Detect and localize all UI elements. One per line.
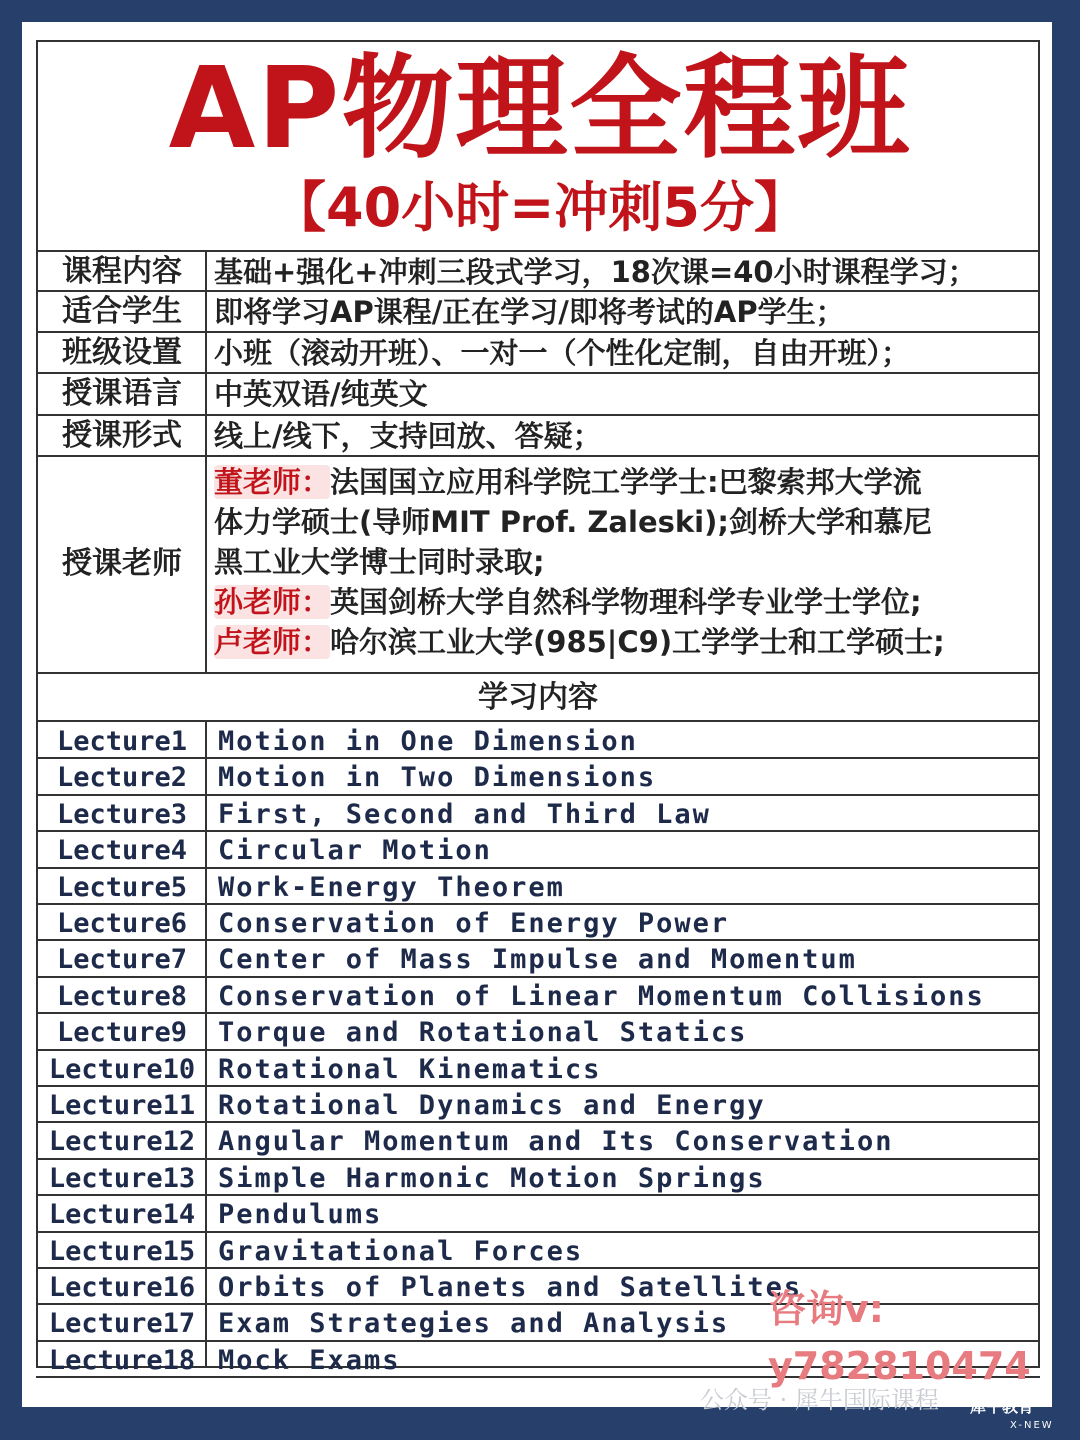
teacher-name: 卢老师：	[214, 625, 331, 659]
lecture-number: Lecture8	[56, 980, 188, 1012]
lecture-title: Pendulums	[218, 1199, 383, 1231]
page-title: AP物理全程班	[168, 44, 912, 174]
column-divider	[205, 720, 207, 1368]
footer-account: 公众号 · 犀牛国际课程	[700, 1386, 939, 1414]
lecture-number: Lecture2	[56, 762, 188, 794]
info-label-format: 授课形式	[62, 418, 182, 453]
lecture-title: Circular Motion	[218, 835, 492, 867]
info-label-language: 授课语言	[62, 376, 182, 411]
teacher-name: 董老师：	[214, 465, 331, 499]
page-subtitle: 【40小时=冲刺5分】	[272, 176, 808, 239]
info-value-format: 线上/线下，支持回放、答疑；	[214, 419, 602, 453]
lecture-number: Lecture17	[48, 1308, 196, 1340]
lecture-number: Lecture4	[56, 835, 188, 867]
lecture-title: Center of Mass Impulse and Momentum	[218, 944, 857, 976]
lecture-title: Mock Exams	[218, 1344, 401, 1376]
teacher-entry	[214, 622, 1034, 662]
lecture-number: Lecture18	[48, 1344, 196, 1376]
teacher-bio-line: 哈尔滨工业大学(985|C9)工学学士和工学硕士;	[330, 625, 945, 659]
lecture-number: Lecture10	[48, 1053, 196, 1085]
teacher-bio-line: 英国剑桥大学自然科学物理科学专业学士学位;	[330, 585, 922, 619]
lecture-number: Lecture14	[48, 1199, 196, 1231]
lecture-number: Lecture16	[48, 1272, 196, 1303]
lecture-number: Lecture12	[48, 1126, 196, 1158]
curriculum-title: 学习内容	[478, 680, 598, 715]
lecture-title: Simple Harmonic Motion Springs	[218, 1162, 766, 1194]
lecture-title: Exam Strategies and Analysis	[218, 1308, 730, 1340]
lecture-number: Lecture15	[48, 1235, 196, 1267]
teacher-entry	[214, 582, 1034, 622]
lecture-title: Conservation of Energy Power	[218, 908, 730, 939]
teachers-label: 授课老师	[62, 546, 182, 581]
divider	[36, 720, 1040, 722]
info-value-class: 小班（滚动开班）、一对一（个性化定制，自由开班）；	[214, 336, 911, 370]
lecture-title: Rotational Dynamics and Energy	[218, 1090, 766, 1121]
lecture-number: Lecture9	[56, 1017, 188, 1049]
lecture-number: Lecture11	[48, 1090, 196, 1121]
lecture-title: Gravitational Forces	[218, 1235, 584, 1267]
teacher-name: 孙老师：	[214, 585, 331, 619]
lecture-number: Lecture7	[56, 944, 188, 976]
teacher-entry	[214, 462, 1034, 502]
lecture-number: Lecture6	[56, 908, 188, 939]
divider	[36, 672, 1040, 674]
teachers-list	[214, 462, 1034, 662]
brand-logo-en: X-NEW	[1010, 1420, 1054, 1431]
info-value-content: 基础+强化+冲刺三段式学习，18次课=40小时课程学习；	[214, 255, 977, 289]
info-value-language: 中英双语/纯英文	[214, 377, 428, 411]
lecture-title: Motion in Two Dimensions	[218, 762, 657, 794]
info-label-class: 班级设置	[62, 335, 182, 370]
contact-id: y782810474	[768, 1344, 1031, 1388]
info-label-content: 课程内容	[62, 254, 182, 289]
teacher-bio-line: 法国国立应用科学院工学学士:巴黎索邦大学流	[330, 465, 922, 499]
contact-label: 咨询v:	[768, 1287, 884, 1331]
lecture-number: Lecture1	[56, 726, 188, 757]
lecture-title: Rotational Kinematics	[218, 1053, 602, 1085]
lecture-title: Angular Momentum and Its Conservation	[218, 1126, 894, 1158]
teacher-bio-line: 体力学硕士(导师MIT Prof. Zaleski);剑桥大学和慕尼	[214, 505, 932, 539]
info-value-students: 即将学习AP课程/正在学习/即将考试的AP学生；	[214, 295, 845, 329]
brand-logo: 犀牛教育	[970, 1397, 1035, 1416]
lecture-title: Work-Energy Theorem	[218, 871, 565, 903]
lecture-title: Torque and Rotational Statics	[218, 1017, 748, 1049]
lecture-number: Lecture13	[48, 1162, 196, 1194]
lecture-title: First, Second and Third Law	[218, 798, 711, 830]
teacher-bio-line: 黑工业大学博士同时录取;	[214, 545, 545, 579]
lecture-title: Motion in One Dimension	[218, 726, 638, 757]
lecture-title: Conservation of Linear Momentum Collisions	[218, 980, 985, 1012]
lecture-title: Orbits of Planets and Satellites	[218, 1272, 803, 1303]
lecture-number: Lecture3	[56, 798, 188, 830]
lecture-number: Lecture5	[56, 871, 188, 903]
info-label-students: 适合学生	[62, 294, 182, 329]
